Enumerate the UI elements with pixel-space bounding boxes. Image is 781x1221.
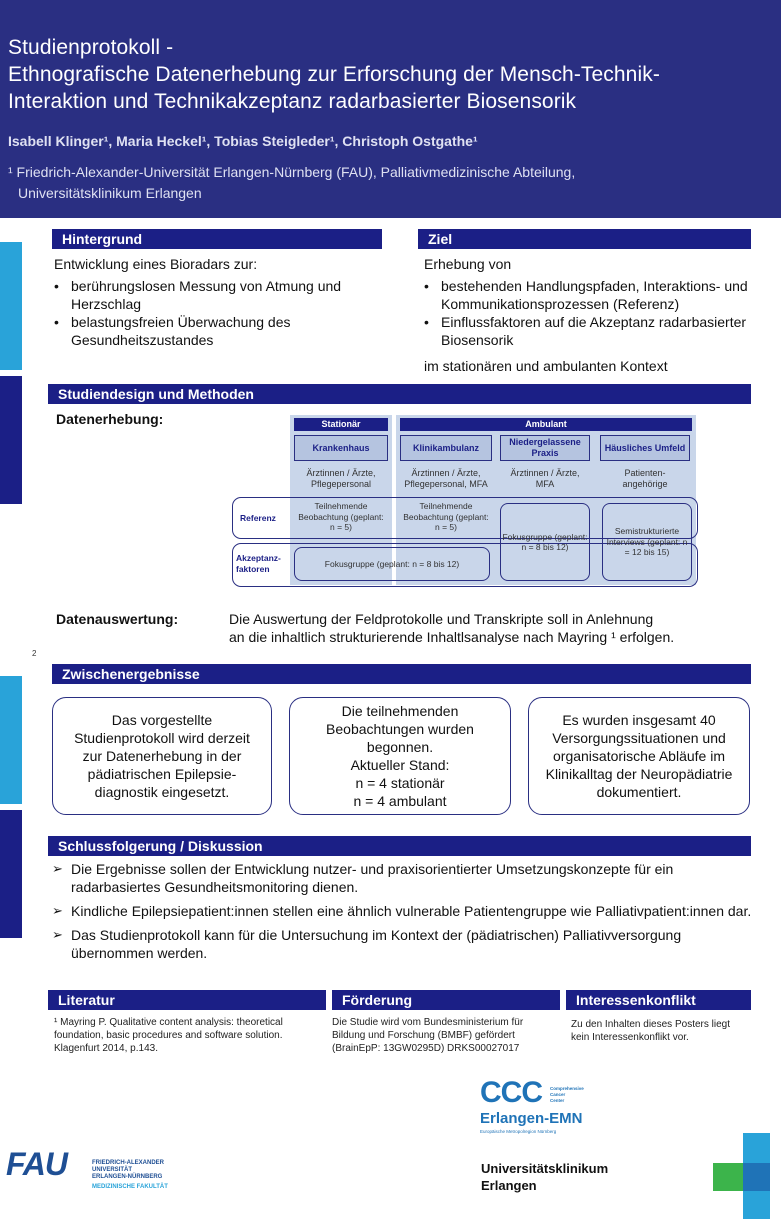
decor-square-cyan-2	[743, 1191, 770, 1219]
row-label-akzeptanz: Akzeptanz-faktoren	[236, 553, 281, 574]
side-bar-navy-2	[0, 810, 22, 938]
arrow-bullet-icon: ➢	[52, 861, 63, 876]
uk-erlangen-logo	[481, 1160, 608, 1194]
datenauswertung-line-2: an die inhaltlich strukturierende Inhaltlsanalyse nach Mayring ¹ erfolgen.	[229, 629, 675, 645]
ccc-small-text	[550, 1086, 584, 1104]
result-box-3-text: Es wurden insgesamt 40 Versorgungssituationen und organisatorische Abläufe im Klinikalltag der Neuropädiatrie dokumentiert.	[545, 712, 733, 800]
fau-line-3: ERLANGEN-NÜRNBERG	[92, 1174, 163, 1180]
datenauswertung-text	[229, 610, 749, 646]
result-box-1-text: Das vorgestellte Studienprotokoll wird derzeit zur Datenerhebung in der pädiatrischen Epilepsie-diagnostik eingesetzt.	[74, 712, 250, 800]
arrow-bullet-icon: ➢	[52, 927, 63, 942]
ziel-bullet-2: • Einflussfaktoren auf die Akzeptanz radarbasierter Biosensorik	[424, 313, 754, 349]
schluss-item-1	[52, 860, 752, 896]
category-krankenhaus: Krankenhaus	[294, 435, 388, 461]
side-bar-cyan-1	[0, 242, 22, 370]
decor-square-blue	[743, 1163, 770, 1191]
datenauswertung-line-1: Die Auswertung der Feldprotokolle und Transkripte soll in Anlehnung	[229, 611, 654, 627]
participants-klinikambulanz: Ärztinnen / Ärzte, Pflegepersonal, MFA	[404, 468, 488, 489]
foerderung-heading: Förderung	[332, 990, 560, 1010]
group-stationaer: Stationär	[294, 418, 388, 431]
arrow-bullet-icon: ➢	[52, 903, 63, 918]
row-label-referenz: Referenz	[240, 513, 276, 523]
ziel-content	[424, 255, 754, 375]
authors: Isabell Klinger¹, Maria Heckel¹, Tobias Steigleder¹, Christoph Ostgathe¹	[8, 133, 478, 149]
poster-title-line-2: Ethnografische Datenerhebung zur Erforschung der Mensch-Technik-	[8, 63, 660, 86]
uk-line-1: Universitätsklinikum	[481, 1161, 609, 1176]
fau-letters: FAU	[6, 1146, 67, 1182]
fau-name	[92, 1160, 168, 1191]
ziel-intro: Erhebung von	[424, 256, 512, 272]
side-bar-navy-1	[0, 376, 22, 504]
category-haeusliches-umfeld: Häusliches Umfeld	[600, 435, 690, 461]
result-box-2-line-4: n = 4 ambulant	[353, 793, 447, 809]
literatur-text: ¹ Mayring P. Qualitative content analysis: theoretical foundation, basic procedures and software solution. Klagenfurt 2014, p.143.	[54, 1017, 283, 1054]
poster-header	[0, 0, 781, 218]
interessenkonflikt-text: Zu den Inhalten dieses Posters liegt kein Interessenkonflikt vor.	[571, 1019, 730, 1043]
result-box-2-line-1: Die teilnehmenden Beobachtungen wurden begonnen.	[326, 703, 474, 755]
literatur-heading: Literatur	[48, 990, 326, 1010]
referenz-beobachtung-ambulant: Teilnehmende Beobachtung (geplant: n = 5)	[403, 501, 489, 532]
hintergrund-heading: Hintergrund	[52, 229, 382, 249]
schluss-item-2-text: Kindliche Epilepsiepatient:innen stellen eine ähnlich vulnerable Patientengruppe wie Palliativpatient:innen dar.	[71, 903, 752, 919]
ccc-letters: CCC	[480, 1076, 542, 1109]
participants-umfeld: Patienten-angehörige	[622, 468, 668, 489]
fau-logo	[6, 1146, 206, 1196]
fau-line-2: UNIVERSITÄT	[92, 1167, 133, 1173]
referenz-beobachtung-stationaer: Teilnehmende Beobachtung (geplant: n = 5)	[298, 501, 384, 532]
study-design-diagram	[230, 415, 700, 593]
ccc-small-line-3: Center	[550, 1098, 565, 1103]
fokusgruppe-akzeptanz: Fokusgruppe (geplant: n = 8 bis 12)	[294, 547, 490, 581]
foerderung-text: Die Studie wird vom Bundesministerium für Bildung und Forschung (BMBF) gefördert (BrainEpP: 13GW0295D) DRKS00027017	[332, 1017, 524, 1054]
ccc-logo	[480, 1076, 610, 1140]
result-box-1	[52, 697, 272, 815]
hintergrund-intro: Entwicklung eines Bioradars zur:	[54, 256, 258, 272]
schluss-item-3	[52, 926, 752, 962]
schluss-item-2	[52, 902, 752, 920]
ziel-bullet-1: • bestehenden Handlungspfaden, Interaktions- und Kommunikationsprozessen (Referenz)	[424, 277, 754, 313]
hintergrund-bullet-2: • belastungsfreien Überwachung des Gesundheitszustandes	[54, 313, 384, 349]
decor-square-cyan	[743, 1133, 770, 1163]
result-box-2-line-3: n = 4 stationär	[355, 775, 445, 791]
result-box-2-line-2: Aktueller Stand:	[350, 757, 450, 773]
interessenkonflikt-heading: Interessenkonflikt	[566, 990, 751, 1010]
datenerhebung-label: Datenerhebung:	[56, 411, 164, 427]
ccc-small-line-2: Cancer	[550, 1092, 566, 1097]
ccc-small-line-1: Comprehensive	[550, 1086, 584, 1091]
fau-faculty: MEDIZINISCHE FAKULTÄT	[92, 1184, 168, 1190]
decor-square-green	[713, 1163, 743, 1191]
uk-line-2: Erlangen	[481, 1178, 537, 1193]
ziel-outro: im stationären und ambulanten Kontext	[424, 358, 668, 374]
zwischenergebnisse-heading: Zwischenergebnisse	[52, 664, 751, 684]
schluss-list	[52, 860, 752, 968]
affiliation-line-1: ¹ Friedrich-Alexander-Universität Erlangen-Nürnberg (FAU), Palliativmedizinische Abteilung,	[8, 164, 576, 180]
page-marker: 2	[32, 649, 37, 658]
affiliation-line-2: Universitätsklinikum Erlangen	[18, 185, 202, 201]
ccc-subtitle: Europäische Metropolregion Nürnberg	[480, 1129, 557, 1134]
participants-praxis: Ärztinnen / Ärzte, MFA	[510, 468, 580, 489]
result-box-2	[289, 697, 511, 815]
hintergrund-content	[54, 255, 384, 349]
schluss-item-3-text: Das Studienprotokoll kann für die Untersuchung im Kontext der (pädiatrischen) Palliativversorgung übernommen werden.	[71, 927, 682, 961]
studiendesign-heading: Studiendesign und Methoden	[48, 384, 751, 404]
interviews-umfeld: Semistrukturierte Interviews (geplant: n = 12 bis 15)	[602, 503, 692, 581]
poster-title-line-1: Studienprotokoll -	[8, 36, 174, 59]
poster-title-line-3: Interaktion und Technikakzeptanz radarbasierter Biosensorik	[8, 90, 577, 113]
result-box-3	[528, 697, 750, 815]
group-ambulant: Ambulant	[400, 418, 692, 431]
ccc-name: Erlangen-EMN	[480, 1110, 583, 1127]
category-praxis: Niedergelassene Praxis	[500, 435, 590, 461]
category-klinikambulanz: Klinikambulanz	[400, 435, 492, 461]
fokusgruppe-praxis: Fokusgruppe (geplant: n = 8 bis 12)	[500, 503, 590, 581]
datenauswertung-label: Datenauswertung:	[56, 611, 179, 627]
hintergrund-bullet-1: • berührungslosen Messung von Atmung und Herzschlag	[54, 277, 384, 313]
side-bar-cyan-2	[0, 676, 22, 804]
fau-line-1: FRIEDRICH-ALEXANDER	[92, 1160, 164, 1166]
ziel-heading: Ziel	[418, 229, 751, 249]
participants-krankenhaus: Ärztinnen / Ärzte, Pflegepersonal	[306, 468, 376, 489]
schluss-item-1-text: Die Ergebnisse sollen der Entwicklung nutzer- und praxisorientierter Umsetzungskonzepte für ein radarbasiertes Gesundheitsmonitoring dienen.	[71, 861, 674, 895]
schluss-heading: Schlussfolgerung / Diskussion	[48, 836, 751, 856]
